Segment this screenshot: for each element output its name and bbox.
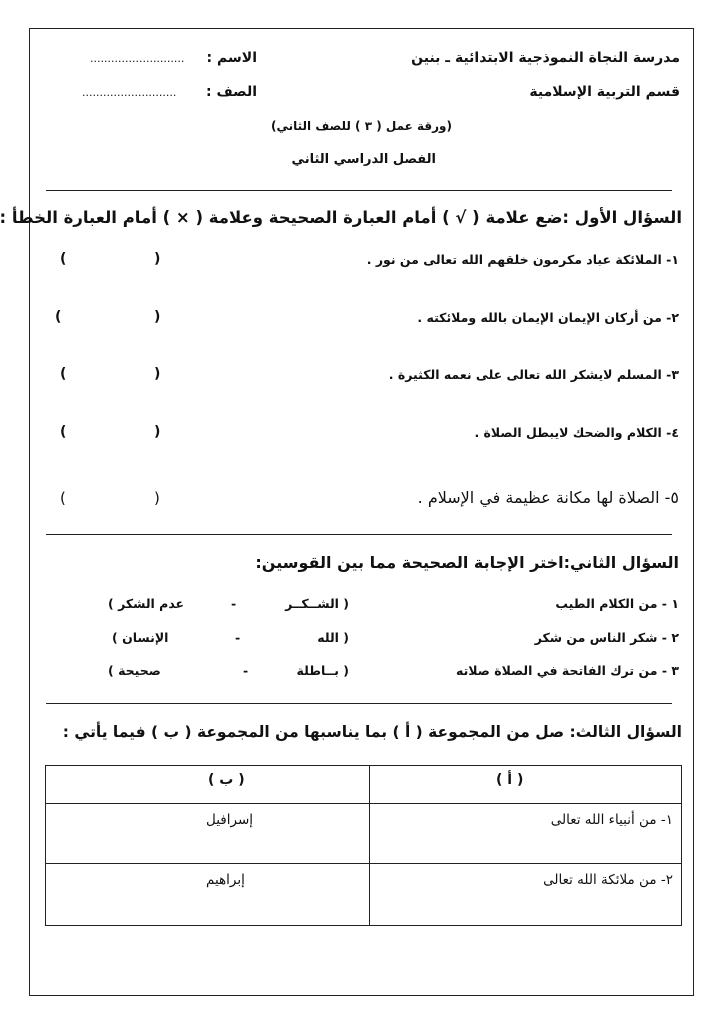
q2-title: السؤال الثاني:اختر الإجابة الصحيحة مما بين القوسين:: [255, 553, 679, 572]
q1-statement: ٥- الصلاة لها مكانة عظيمة في الإسلام .: [417, 488, 679, 507]
class-field[interactable]: ...........................: [82, 86, 177, 99]
q1-statement: ٣- المسلم لايشكر الله تعالى على نعمه الكثيرة .: [388, 367, 679, 382]
department-name: قسم التربية الإسلامية: [529, 84, 680, 100]
answer-paren-close[interactable]: ): [60, 424, 67, 440]
name-label: الاسم :: [206, 50, 257, 66]
col-b-item: إسرافيل: [206, 812, 254, 828]
answer-paren-open[interactable]: (: [154, 309, 161, 325]
q2-option-dash: -: [235, 630, 241, 645]
answer-paren-open[interactable]: (: [154, 251, 161, 267]
q1-statement: ١- الملائكة عباد مكرمون خلقهم الله تعالى من نور .: [366, 252, 679, 267]
answer-paren-open[interactable]: (: [154, 424, 161, 440]
answer-paren-close[interactable]: ): [60, 366, 67, 382]
q2-statement: ١ - من الكلام الطيب: [555, 596, 679, 611]
col-b-cell[interactable]: [46, 864, 370, 926]
col-a-item: ٢- من ملائكة الله تعالى: [543, 872, 673, 888]
q2-option-2[interactable]: صحيحة ): [108, 663, 161, 678]
table-row: [46, 804, 682, 864]
semester-title: الفصل الدراسي الثاني: [291, 152, 436, 167]
q2-statement: ٢ - شكر الناس من شكر: [534, 630, 679, 645]
q2-option-1[interactable]: ( الشــكــر: [285, 596, 349, 611]
q2-option-1[interactable]: ( بــاطلة: [296, 663, 349, 678]
matching-table: [45, 765, 682, 926]
class-label: الصف :: [206, 84, 257, 100]
col-b-cell[interactable]: [46, 804, 370, 864]
worksheet-title: (ورقة عمل ( ٣ ) للصف الثاني): [271, 119, 452, 133]
answer-paren-open[interactable]: (: [154, 489, 160, 507]
divider-3: [46, 703, 672, 704]
col-a-cell[interactable]: [370, 804, 682, 864]
q2-statement: ٣ - من ترك الفاتحة في الصلاة صلاته: [456, 663, 679, 678]
col-b-item: إبراهيم: [206, 872, 245, 888]
q2-option-2[interactable]: الإنسان ): [112, 630, 169, 645]
q1-statement: ٤- الكلام والضحك لايبطل الصلاة .: [474, 425, 679, 440]
col-b-header-cell: [46, 766, 370, 804]
school-name: مدرسة النجاة النموذجية الابتدائية ـ بنين: [411, 50, 680, 66]
q2-option-dash: -: [231, 596, 237, 611]
col-a-header-cell: [370, 766, 682, 804]
divider-2: [46, 534, 672, 535]
answer-paren-close[interactable]: ): [55, 309, 62, 325]
answer-paren-open[interactable]: (: [154, 366, 161, 382]
name-field[interactable]: ...........................: [90, 52, 185, 65]
q1-title: السؤال الأول :ضع علامة ( √ ) أمام العبارة الصحيحة وعلامة ( × ) أمام العبارة الخطأ :: [0, 208, 682, 227]
answer-paren-close[interactable]: ): [60, 251, 67, 267]
q2-option-dash: -: [243, 663, 249, 678]
table-header-row: [46, 766, 682, 804]
col-a-cell[interactable]: [370, 864, 682, 926]
q2-option-2[interactable]: عدم الشكر ): [108, 596, 185, 611]
q3-title: السؤال الثالث: صل من المجموعة ( أ ) بما يناسبها من المجموعة ( ب ) فيما يأتي :: [62, 723, 682, 741]
answer-paren-close[interactable]: ): [60, 489, 66, 507]
q1-statement: ٢- من أركان الإيمان الإيمان بالله وملائكته .: [417, 310, 679, 325]
col-b-header: ( ب ): [208, 772, 245, 788]
table-row: [46, 864, 682, 926]
col-a-item: ١- من أنبياء الله تعالى: [550, 812, 673, 828]
divider-1: [46, 190, 672, 191]
q2-option-1[interactable]: ( الله: [317, 630, 349, 645]
col-a-header: ( أ ): [496, 772, 524, 788]
